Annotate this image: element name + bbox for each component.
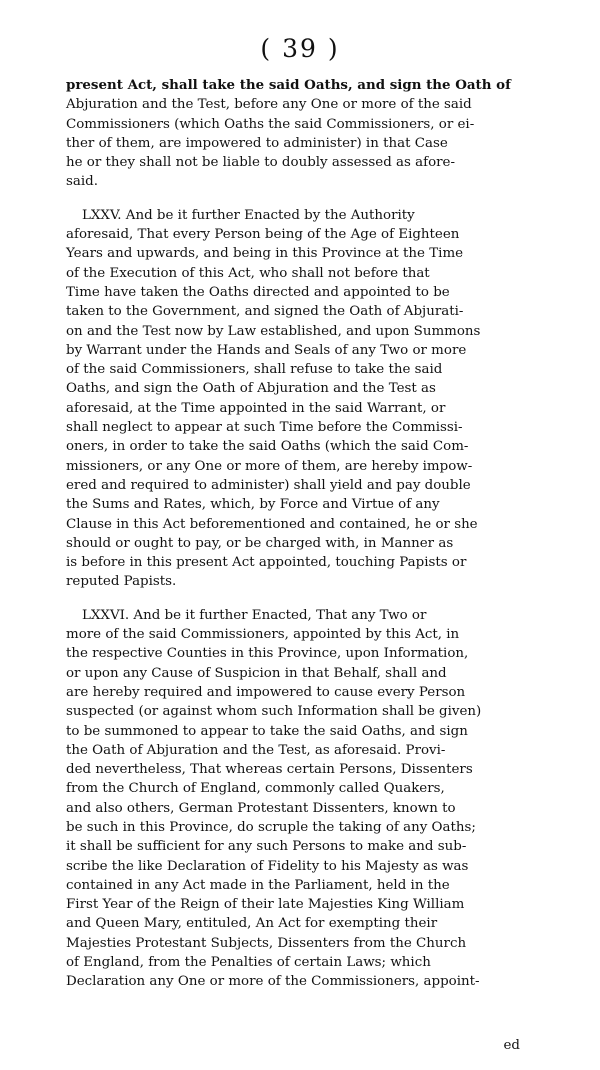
text-line: scribe the like Declaration of Fidelity to his Majesty as was <box>66 858 469 874</box>
section-heading-line: LXXVI. And be it further Enacted, That any Two or <box>82 607 427 623</box>
text-line: and Queen Mary, entituled, An Act for exempting their <box>66 916 438 932</box>
text-line: Oaths, and sign the Oath of Abjuration and the Test as <box>66 381 436 397</box>
text-line: ther of them, are impowered to administer) in that Case <box>66 135 448 151</box>
paragraph-lxxvi <box>66 606 522 992</box>
text-line: oners, in order to take the said Oaths (which the said Com- <box>66 439 469 455</box>
text-line: Years and upwards, and being in this Province at the Time <box>66 246 464 262</box>
text-line: more of the said Commissioners, appointed by this Act, in <box>66 627 460 643</box>
text-line: is before in this present Act appointed, touching Papists or <box>66 555 467 571</box>
body-text <box>66 76 522 992</box>
text-line: the respective Counties in this Province, upon Information, <box>66 646 469 662</box>
text-line: the Sums and Rates, which, by Force and Virtue of any <box>66 497 440 513</box>
text-line: should or ought to pay, or be charged with, in Manner as <box>66 535 454 551</box>
text-line: be such in this Province, do scruple the taking of any Oaths; <box>66 819 476 835</box>
text-line: aforesaid, That every Person being of the Age of Eighteen <box>66 227 460 243</box>
text-line: of England, from the Penalties of certain Laws; which <box>66 955 431 971</box>
text-line: said. <box>66 174 98 190</box>
catchword: ed <box>503 1038 520 1053</box>
text-line: aforesaid, at the Time appointed in the said Warrant, or <box>66 400 446 416</box>
text-line: Time have taken the Oaths directed and appointed to be <box>66 284 450 300</box>
text-line: Declaration any One or more of the Commissioners, appoint- <box>66 974 480 990</box>
text-line: taken to the Government, and signed the Oath of Abjurati- <box>66 304 464 320</box>
page-number: ( 39 ) <box>260 34 340 63</box>
text-line: on and the Test now by Law established, and upon Summons <box>66 323 481 339</box>
text-line: First Year of the Reign of their late Majesties King William <box>66 897 465 913</box>
text-line: Commissioners (which Oaths the said Commissioners, or ei- <box>66 116 475 132</box>
paragraph-lxxv <box>66 206 522 592</box>
text-line: from the Church of England, commonly called Quakers, <box>66 781 445 797</box>
text-line: present Act, shall take the said Oaths, and sign the Oath of <box>66 77 511 93</box>
paragraph-continuation <box>66 76 522 192</box>
text-line: Majesties Protestant Subjects, Dissenters from the Church <box>66 935 467 951</box>
text-line: by Warrant under the Hands and Seals of any Two or more <box>66 342 467 358</box>
text-line: of the said Commissioners, shall refuse to take the said <box>66 362 443 378</box>
text-line: Abjuration and the Test, before any One or more of the said <box>66 97 472 113</box>
text-line: ded nevertheless, That whereas certain Persons, Dissenters <box>66 762 473 778</box>
text-line: it shall be sufficient for any such Persons to make and sub- <box>66 839 467 855</box>
text-line: ered and required to administer) shall yield and pay double <box>66 477 471 493</box>
text-line: contained in any Act made in the Parliament, held in the <box>66 877 450 893</box>
text-line: the Oath of Abjuration and the Test, as aforesaid. Provi- <box>66 742 446 758</box>
text-line: to be summoned to appear to take the said Oaths, and sign <box>66 723 468 739</box>
text-line: and also others, German Protestant Dissenters, known to <box>66 800 456 816</box>
text-line: Clause in this Act beforementioned and contained, he or she <box>66 516 478 532</box>
text-line: shall neglect to appear at such Time before the Commissi- <box>66 420 463 436</box>
text-line: are hereby required and impowered to cause every Person <box>66 684 466 700</box>
text-line: suspected (or against whom such Information shall be given) <box>66 704 482 720</box>
text-line: he or they shall not be liable to doubly assessed as afore- <box>66 155 455 171</box>
text-line: of the Execution of this Act, who shall not before that <box>66 265 430 281</box>
text-line: missioners, or any One or more of them, are hereby impow- <box>66 458 473 474</box>
text-line: reputed Papists. <box>66 574 177 590</box>
section-heading-line: LXXV. And be it further Enacted by the Authority <box>82 207 415 223</box>
text-line: or upon any Cause of Suspicion in that Behalf, shall and <box>66 665 447 681</box>
